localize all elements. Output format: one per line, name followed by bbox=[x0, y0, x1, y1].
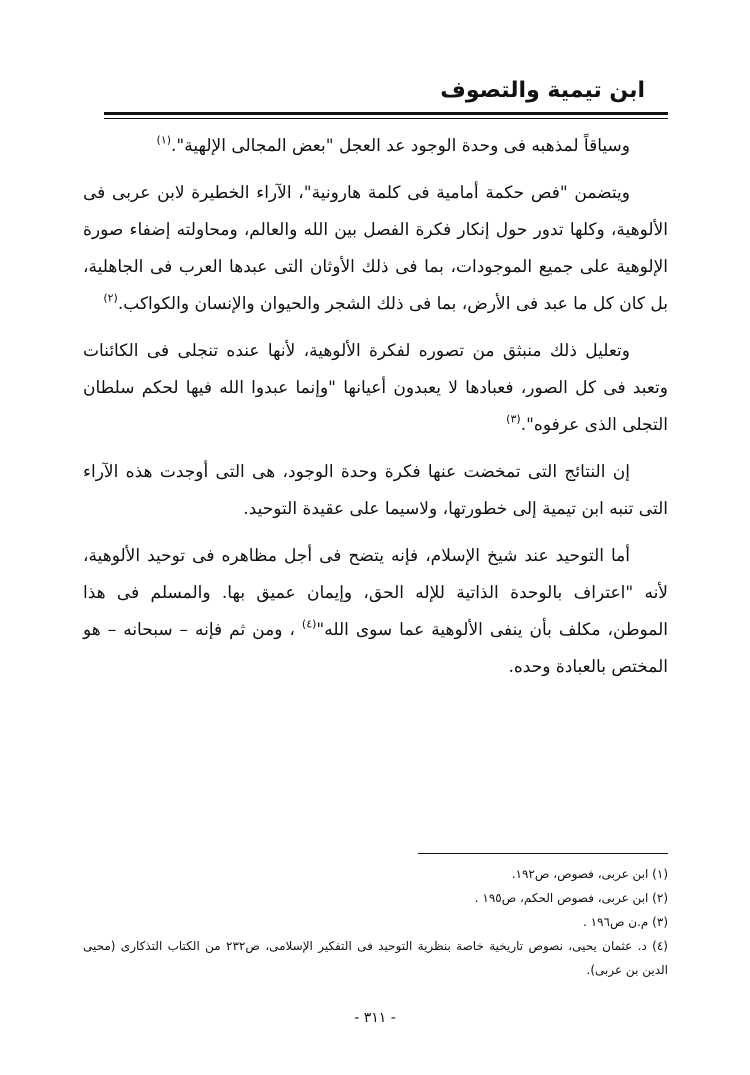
paragraph-4-text: إن النتائج التى تمخضت عنها فكرة وحدة الوجود، هى التى أوجدت هذه الآراء التى تنبه ابن تيمية إلى خطورتها، ولاسيما على عقيدة التوحيد. bbox=[83, 462, 668, 519]
paragraph-5-text-after: ، ومن ثم فإنه – سبحانه – هو المختص بالعبادة وحده. bbox=[83, 620, 668, 677]
paragraph-5 bbox=[83, 538, 668, 686]
footnote-2: (٢) ابن عربى، فصوص الحكم، ص١٩٥ . bbox=[474, 891, 668, 905]
paragraph-3-text: وتعليل ذلك منبثق من تصوره لفكرة الألوهية، لأنها عنده تنجلى فى الكائنات وتعبد فى كل الصور، فعبادها لا يعبدون أعيانها "وإنما عبدوا الله فيها لحكم سلطان التجلى الذى عرفوه". bbox=[83, 341, 668, 435]
footnote-separator bbox=[418, 853, 668, 854]
footnote-ref-2: (٢) bbox=[103, 291, 118, 305]
paragraph-2 bbox=[83, 175, 668, 323]
paragraph-5-text-before: أما التوحيد عند شيخ الإسلام، فإنه يتضح فى أجل مظاهره فى توحيد الألوهية، لأنه "اعتراف بالوحدة الذاتية للإله الحق، وإيمان عميق بها. والمسلم فى هذا الموطن، مكلف بأن ينفى الألوهية عما سوى الله" bbox=[83, 546, 668, 640]
running-header-title: ابن تيمية والتصوف bbox=[440, 78, 645, 103]
footnote-ref-1: (١) bbox=[156, 133, 172, 147]
paragraph-4 bbox=[83, 454, 668, 528]
footnote-1: (١) ابن عربى، فصوص، ص١٩٢. bbox=[511, 867, 668, 881]
header-rule-thick bbox=[104, 112, 668, 115]
footnotes bbox=[83, 862, 668, 982]
footnote-ref-4: (٤) bbox=[301, 617, 317, 631]
page-number: - ٣١١ - bbox=[354, 1010, 396, 1026]
footnote-ref-3: (٣) bbox=[506, 412, 521, 426]
paragraph-2-text: ويتضمن "فص حكمة أمامية فى كلمة هارونية"، الآراء الخطيرة لابن عربى فى الألوهية، وكلها تدور حول إنكار فكرة الفصل بين الله والعالم، ومحاولته إضفاء صورة الإلوهية على جميع الموجودات، بما فى ذلك الأوثان التى عبدها العرب فى الجاهلية، بل كان كل ما عبد فى الأرض، بما فى ذلك الشجر والحيوان والإنسان والكواكب. bbox=[83, 183, 668, 314]
footnote-4: (٤) د. عثمان يحيى، نصوص تاريخية خاصة بنظرية التوحيد فى التفكير الإسلامى، ص٢٣٢ من الكتاب التذكارى (محيى الدين بن عربى). bbox=[83, 939, 668, 977]
header-rule-thin bbox=[104, 118, 668, 119]
footnote-3: (٣) م.ن ص١٩٦ . bbox=[583, 915, 668, 929]
paragraph-1-text: وسياقاً لمذهبه فى وحدة الوجود عد العجل "بعض المجالى الإلهية". bbox=[171, 136, 630, 156]
paragraph-3 bbox=[83, 333, 668, 444]
paragraph-1 bbox=[83, 128, 668, 165]
body-text bbox=[83, 128, 668, 696]
